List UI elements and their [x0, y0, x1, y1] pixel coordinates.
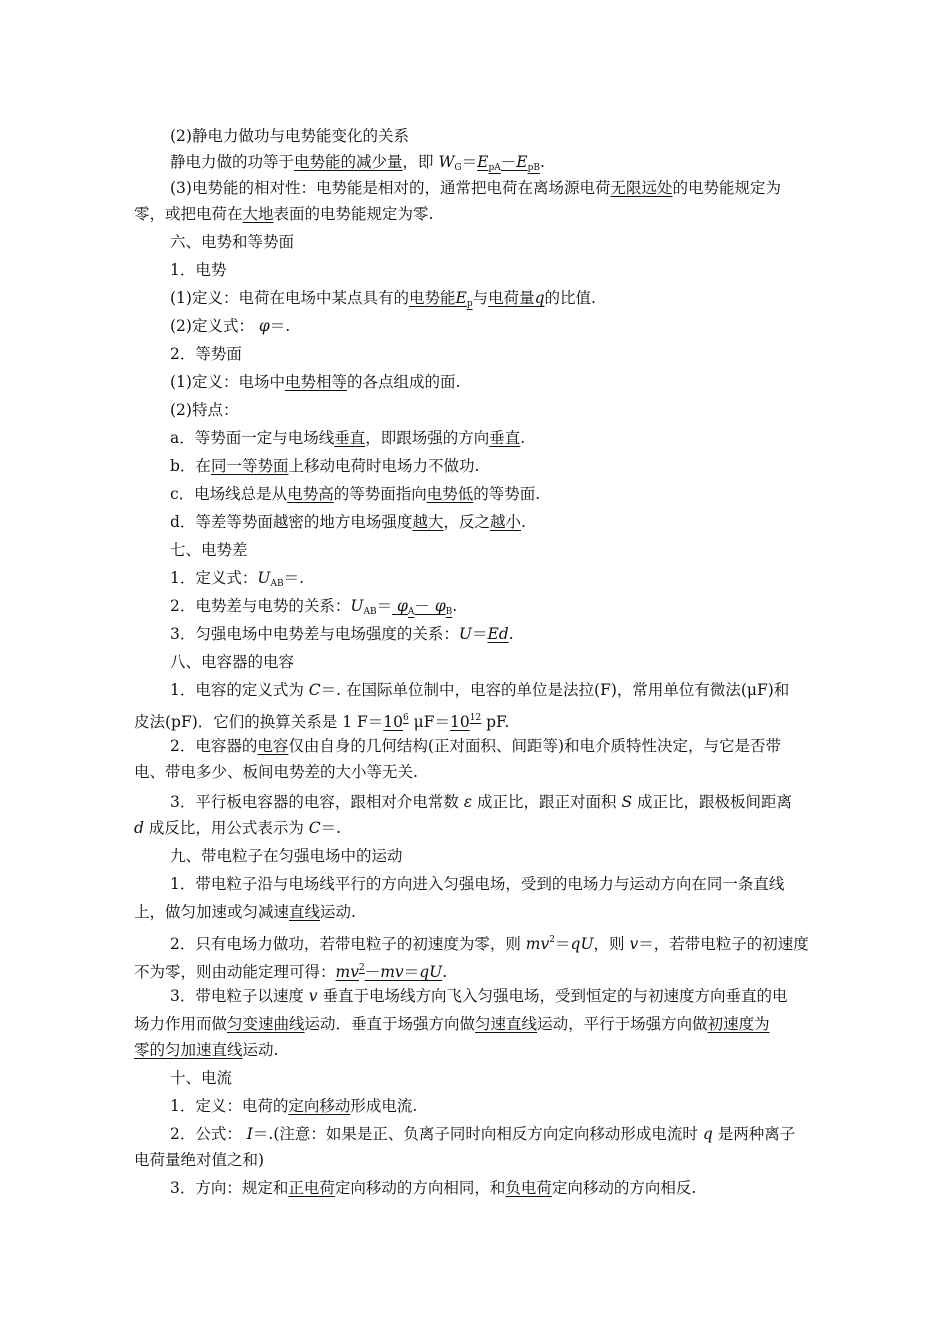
- text-run: 运动.: [242, 1041, 279, 1059]
- underlined-term: 同一等势面: [210, 457, 289, 475]
- text-run: 的各点组成的面.: [346, 373, 461, 391]
- text-run: 2．等势面: [170, 345, 242, 363]
- text-line: [170, 512, 526, 532]
- text-run: 表面的电势能规定为零.: [273, 205, 434, 223]
- text-run: 电、带电多少、板间电势差的大小等无关.: [134, 763, 418, 781]
- underlined-term: 匀变速曲线: [227, 1015, 305, 1033]
- text-run: ＝.: [269, 317, 291, 335]
- text-run: ε: [463, 793, 473, 811]
- text-run: (1)定义：电荷在电场中某点具有的: [170, 289, 409, 307]
- text-run: 上，做匀加速或匀减速: [134, 903, 290, 921]
- text-run: 的电势能规定为: [672, 179, 781, 197]
- text-run: ＝: [471, 625, 488, 643]
- text-run: 运动．垂直于场强方向做: [304, 1015, 476, 1033]
- underlined-term: －: [414, 597, 435, 615]
- underlined-term: Ed: [487, 625, 509, 643]
- text-line: [170, 152, 545, 178]
- text-run: AB: [270, 579, 284, 589]
- underlined-term: 大地: [242, 205, 274, 223]
- text-line: [170, 126, 409, 146]
- text-line: [170, 316, 290, 336]
- text-line: [134, 902, 356, 922]
- text-run: 七、电势差: [170, 541, 248, 559]
- underlined-term: B: [445, 607, 453, 617]
- underlined-term: q: [534, 289, 545, 307]
- text-run: 1．电容的定义式为: [170, 681, 309, 699]
- text-run: 2．电容器的: [170, 737, 258, 755]
- text-run: ＝.(注意：如果是正、负离子同时向相反方向定向移动形成电流时: [252, 1125, 703, 1143]
- text-run: ，反之: [443, 513, 490, 531]
- text-line: [170, 986, 788, 1006]
- text-run: (2)定义式：: [170, 317, 259, 335]
- text-run: 定向移动的方向相反.: [551, 1179, 697, 1197]
- text-run: 1．定义式：: [170, 569, 258, 587]
- underlined-term: E: [477, 153, 489, 171]
- text-line: [170, 1124, 795, 1144]
- text-line: [170, 624, 514, 644]
- text-run: 电荷量绝对值之和): [134, 1151, 265, 1169]
- text-line: [170, 456, 479, 476]
- text-run: 2．公式：: [170, 1125, 247, 1143]
- underlined-term: 电势低: [426, 485, 474, 503]
- text-run: 成正比，跟正对面积: [472, 793, 622, 811]
- text-line: [170, 400, 238, 420]
- text-run: 的等势面.: [473, 485, 541, 503]
- text-run: (1)定义：电场中: [170, 373, 285, 391]
- text-run: v: [308, 987, 318, 1005]
- text-line: [170, 288, 596, 314]
- text-run: .: [442, 963, 448, 981]
- text-run: ，即: [402, 153, 439, 171]
- text-line: [134, 1150, 264, 1170]
- underlined-term: φ: [392, 597, 408, 615]
- text-run: ＝: [376, 597, 393, 615]
- underlined-term: －: [500, 153, 517, 171]
- text-run: (2)特点：: [170, 401, 239, 419]
- text-run: (2)静电力做功与电势能变化的关系: [170, 127, 409, 145]
- text-run: 1．定义：电荷的: [170, 1097, 289, 1115]
- text-run: C: [308, 681, 321, 699]
- text-line: [134, 762, 418, 782]
- text-line: [170, 540, 248, 560]
- text-line: [134, 708, 509, 732]
- underlined-term: 直线: [289, 903, 321, 921]
- underlined-term: pB: [527, 163, 540, 173]
- text-line: [170, 680, 789, 700]
- underlined-term: 2: [358, 963, 365, 973]
- text-line: [170, 344, 242, 364]
- text-run: 形成电流.: [350, 1097, 418, 1115]
- text-run: ＝.: [283, 569, 305, 587]
- text-run: 六、电势和等势面: [170, 233, 295, 251]
- underlined-term: －: [364, 963, 381, 981]
- text-run: U: [257, 569, 271, 587]
- text-run: ＝.: [320, 819, 342, 837]
- underlined-term: 电荷量: [488, 289, 535, 307]
- text-run: .: [452, 597, 458, 615]
- underlined-term: 12: [469, 713, 482, 723]
- text-run: 运动，平行于场强方向做: [537, 1015, 708, 1033]
- text-line: [170, 1068, 232, 1088]
- text-run: I: [246, 1125, 253, 1143]
- text-run: 2: [549, 935, 555, 945]
- underlined-term: mv: [335, 963, 359, 981]
- text-run: 场力作用而做: [134, 1015, 228, 1033]
- underlined-term: 电势能: [408, 289, 456, 307]
- text-line: [170, 930, 809, 954]
- text-run: .: [520, 513, 526, 531]
- text-line: [170, 372, 460, 392]
- text-run: v: [629, 935, 639, 953]
- text-run: a．等势面一定与电场线: [170, 429, 335, 447]
- text-line: [170, 260, 226, 280]
- underlined-term: 越大: [412, 513, 444, 531]
- text-run: 与: [472, 289, 489, 307]
- text-run: mv: [525, 935, 550, 953]
- text-run: 1．电势: [170, 261, 227, 279]
- text-run: 2．电势差与电势的关系：: [170, 597, 351, 615]
- text-line: [170, 568, 304, 594]
- text-run: 运动.: [320, 903, 356, 921]
- underlined-term: mv: [380, 963, 404, 981]
- text-run: 皮法(pF)．它们的换算关系是 1 F＝: [134, 713, 384, 731]
- underlined-term: 垂直: [334, 429, 366, 447]
- text-line: [134, 818, 341, 838]
- text-run: pF.: [481, 713, 510, 731]
- underlined-term: E: [455, 289, 467, 307]
- underlined-term: ＝: [403, 963, 420, 981]
- text-line: [170, 736, 781, 756]
- text-run: ＝，若带电粒子的初速度: [638, 935, 809, 953]
- text-run: 定向移动的方向相同，和: [334, 1179, 506, 1197]
- underlined-term: 定向移动: [288, 1097, 351, 1115]
- underlined-term: 10: [449, 713, 470, 731]
- text-run: c．电场线总是从: [170, 485, 288, 503]
- text-run: ＝. 在国际单位制中，电容的单位是法拉(F)，常用单位有微法(μF)和: [320, 681, 790, 699]
- text-run: 八、电容器的电容: [170, 653, 295, 671]
- text-run: U: [458, 625, 472, 643]
- underlined-term: 电势高: [287, 485, 334, 503]
- underlined-term: 负电荷: [505, 1179, 552, 1197]
- underlined-term: φ: [434, 597, 446, 615]
- text-run: 十、电流: [170, 1069, 233, 1087]
- text-line: [170, 1096, 417, 1116]
- text-run: 垂直于电场线方向飞入匀强电场，受到恒定的与初速度方向垂直的电: [317, 987, 788, 1005]
- text-run: 上移动电荷时电场力不做功.: [288, 457, 480, 475]
- underlined-term: 正电荷: [288, 1179, 335, 1197]
- underlined-term: qU: [419, 963, 443, 981]
- text-run: ＝: [461, 153, 478, 171]
- underlined-term: E: [516, 153, 528, 171]
- text-run: AB: [363, 607, 377, 617]
- text-line: [170, 846, 403, 866]
- text-run: 零，或把电荷在: [134, 205, 243, 223]
- text-line: [134, 204, 433, 224]
- text-run: S: [621, 793, 633, 811]
- text-run: 九、带电粒子在匀强电场中的运动: [170, 847, 403, 865]
- text-run: 1．带电粒子沿与电场线平行的方向进入匀强电场，受到的电场力与运动方向在同一条直线: [170, 875, 785, 893]
- underlined-term: 电势相等: [284, 373, 347, 391]
- text-run: ，即跟场强的方向: [365, 429, 490, 447]
- text-run: 3．带电粒子以速度: [170, 987, 309, 1005]
- text-run: .: [520, 429, 526, 447]
- underlined-term: 电势能的减少量: [294, 153, 403, 171]
- text-run: (3)电势能的相对性：电势能是相对的，通常把电荷在离场源电荷: [170, 179, 611, 197]
- text-run: 不为零，则由动能定理可得：: [134, 963, 336, 981]
- underlined-term: 6: [402, 713, 409, 723]
- text-run: G: [454, 163, 462, 173]
- text-run: d: [134, 819, 144, 837]
- underlined-term: 越小: [489, 513, 521, 531]
- text-run: μF＝: [408, 713, 450, 731]
- text-run: ，则: [593, 935, 630, 953]
- text-line: [170, 484, 540, 504]
- text-run: U: [350, 597, 364, 615]
- text-run: 3．方向：规定和: [170, 1179, 289, 1197]
- underlined-term: 初速度为: [707, 1015, 770, 1033]
- underlined-term: 零的匀加速直线: [134, 1041, 243, 1059]
- text-run: 成正比，跟极板间距离: [632, 793, 793, 811]
- text-line: [170, 428, 525, 448]
- underlined-term: p: [466, 299, 473, 309]
- text-run: 是两种离子: [712, 1125, 796, 1143]
- text-line: [170, 178, 781, 198]
- text-line: [170, 874, 784, 894]
- text-run: ＝: [555, 935, 571, 953]
- underlined-term: 垂直: [489, 429, 521, 447]
- text-run: 的等势面指向: [333, 485, 427, 503]
- underlined-term: 无限远处: [610, 179, 673, 197]
- text-run: b．在: [170, 457, 211, 475]
- underlined-term: 匀速直线: [475, 1015, 538, 1033]
- text-run: 成反比，用公式表示为: [143, 819, 309, 837]
- text-run: q: [702, 1125, 713, 1143]
- text-run: C: [308, 819, 321, 837]
- text-line: [170, 792, 792, 812]
- text-run: φ: [258, 317, 270, 335]
- text-run: .: [508, 625, 514, 643]
- text-run: 3．平行板电容器的电容，跟相对介电常数: [170, 793, 464, 811]
- underlined-term: 10: [383, 713, 403, 731]
- text-run: 2．只有电场力做功，若带电粒子的初速度为零，则: [170, 935, 526, 953]
- text-line: [134, 958, 447, 982]
- text-run: 3．匀强电场中电势差与电场强度的关系：: [170, 625, 459, 643]
- text-run: 仅由自身的几何结构(正对面积、间距等)和电介质特性决定，与它是否带: [288, 737, 781, 755]
- text-run: qU: [570, 935, 594, 953]
- text-line: [170, 1178, 696, 1198]
- text-line: [170, 232, 294, 252]
- underlined-term: A: [407, 607, 415, 617]
- underlined-term: pA: [488, 163, 501, 173]
- text-line: [170, 652, 294, 672]
- text-run: d．等差等势面越密的地方电场强度: [170, 513, 413, 531]
- text-run: .: [539, 153, 545, 171]
- text-run: 静电力做的功等于: [170, 153, 295, 171]
- text-line: [170, 596, 457, 622]
- text-run: 的比值.: [544, 289, 596, 307]
- underlined-term: 电容: [257, 737, 289, 755]
- text-line: [134, 1040, 278, 1060]
- text-line: [134, 1014, 770, 1034]
- text-run: W: [438, 153, 455, 171]
